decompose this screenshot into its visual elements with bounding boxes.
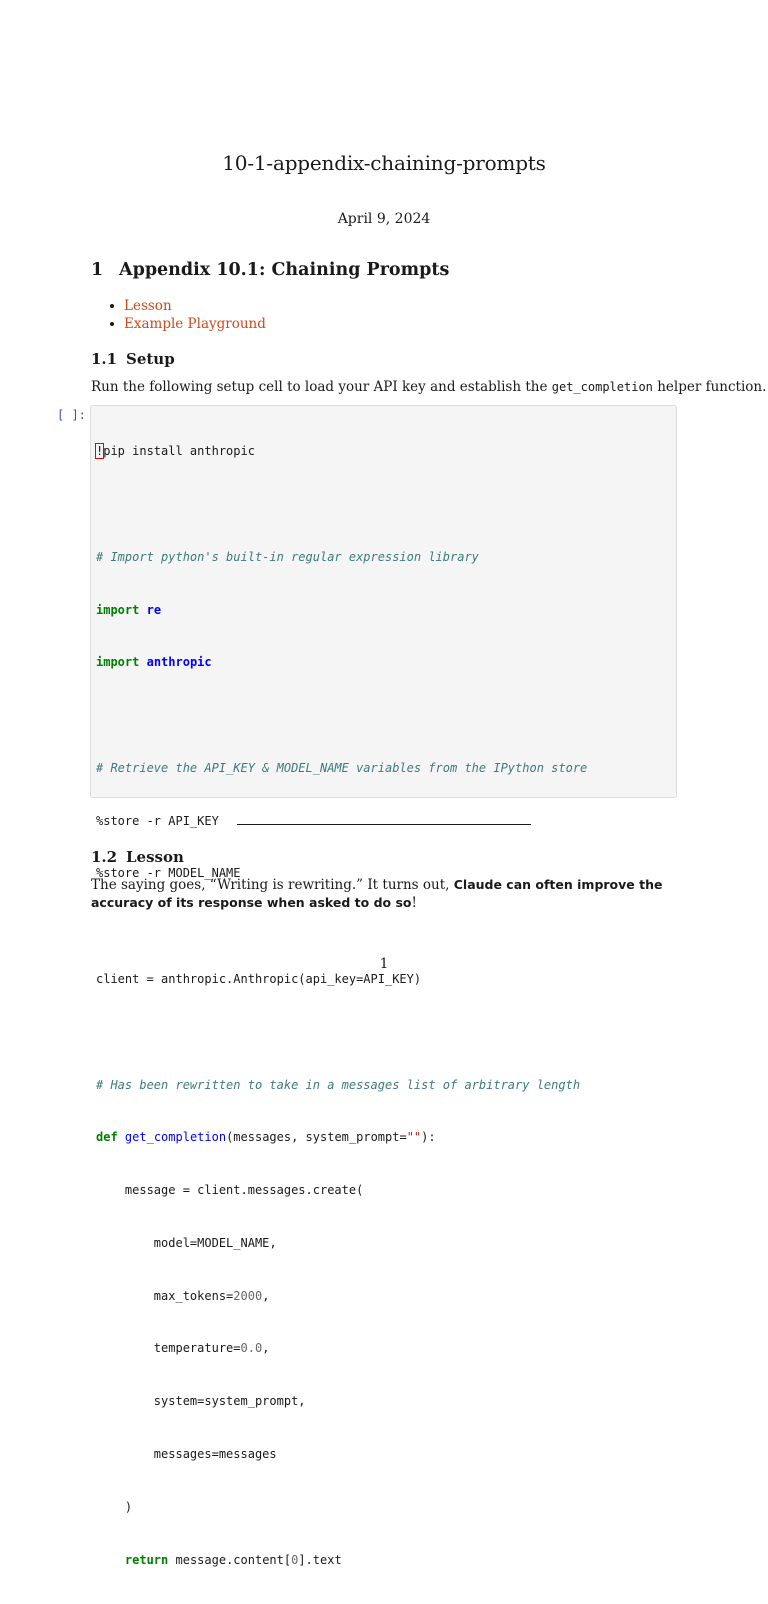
subsection-heading-lesson	[91, 848, 184, 866]
code-line: message = client.messages.create(	[96, 1183, 364, 1198]
setup-text: Run the following setup cell to load your API key and establish the	[91, 379, 552, 395]
module-name: anthropic	[146, 655, 212, 670]
lesson-paragraph	[91, 876, 686, 912]
code-line: system=system_prompt,	[96, 1394, 306, 1409]
code-comment: # Import python's built-in regular expression library	[96, 549, 479, 564]
code-token: (messages, system_prompt=	[226, 1130, 407, 1145]
module-name: re	[146, 602, 162, 617]
document-date: April 9, 2024	[337, 211, 431, 227]
subsection-number: 1.1	[91, 350, 118, 368]
document-title: 10-1-appendix-chaining-prompts	[222, 151, 546, 175]
code-line: pip install anthropic	[103, 444, 255, 459]
keyword: return	[124, 1552, 169, 1567]
lesson-text: The saying goes, “Writing is rewriting.” It turns out,	[91, 877, 454, 893]
code-token: temperature=	[96, 1341, 241, 1356]
cell-prompt: [ ]:	[57, 408, 86, 422]
horizontal-rule	[237, 824, 531, 825]
code-line: )	[96, 1499, 133, 1514]
subsection-title: Lesson	[126, 848, 184, 866]
code-token: message.content[	[175, 1552, 292, 1567]
list-item	[109, 315, 266, 333]
code-line: model=MODEL_NAME,	[96, 1235, 277, 1250]
setup-description	[91, 379, 766, 395]
string-literal: ""	[406, 1130, 422, 1145]
link-list	[109, 297, 266, 333]
example-playground-link[interactable]: Example Playground	[124, 316, 266, 332]
keyword: def	[96, 1130, 118, 1145]
subsection-title: Setup	[126, 350, 175, 368]
code-line: %store -r MODEL_NAME	[96, 866, 241, 881]
keyword: import	[96, 655, 140, 670]
subsection-number: 1.2	[91, 848, 118, 866]
keyword: import	[96, 602, 140, 617]
section-heading-appendix	[91, 260, 449, 280]
code-token: ].text	[298, 1552, 342, 1567]
lesson-link[interactable]: Lesson	[124, 298, 172, 314]
function-name: get_completion	[124, 1130, 227, 1145]
code-block: !pip install anthropic # Import python's built-in regular expression library import re import anthropic # Retrieve the API_KEY & MODEL_NAME variables from the IPython store %store -r API_KEY %store -r MODEL_NAME client = anthropic.Anthropic(api_key=API_KEY) # Has been rewritten to take in a messages list of arbitrary length def get_completion(messages, system_prompt=""): message = client.messages.create( model=MODEL_NAME, max_tokens=2000, temperature=0.0, system=system_prompt, messages=messages ) return message.content[0].text	[96, 444, 588, 1567]
code-line: %store -r API_KEY	[96, 813, 219, 828]
page-number: 1	[379, 956, 389, 972]
inline-code: get_completion	[551, 380, 653, 394]
lesson-text-end: !	[411, 895, 417, 911]
code-token: ):	[421, 1130, 436, 1145]
cursor-bang: !	[96, 444, 104, 459]
code-comment: # Has been rewritten to take in a messages list of arbitrary length	[96, 1077, 581, 1092]
code-line: client = anthropic.Anthropic(api_key=API_KEY)	[96, 972, 422, 986]
section-number: 1	[91, 260, 104, 280]
section-title: Appendix 10.1: Chaining Prompts	[119, 260, 450, 280]
subsection-heading-setup	[91, 350, 175, 368]
setup-text-end: helper function.	[652, 379, 767, 395]
number-literal: 0.0	[240, 1341, 263, 1356]
code-line: messages=messages	[96, 1447, 277, 1462]
list-item	[109, 297, 266, 315]
number-literal: 0	[291, 1552, 299, 1567]
code-token: max_tokens=	[96, 1288, 234, 1303]
code-comment: # Retrieve the API_KEY & MODEL_NAME variables from the IPython store	[96, 760, 588, 775]
lesson-bold-text: Claude can often improve the accuracy of its response when asked to do so	[91, 877, 663, 910]
number-literal: 2000	[233, 1288, 263, 1303]
